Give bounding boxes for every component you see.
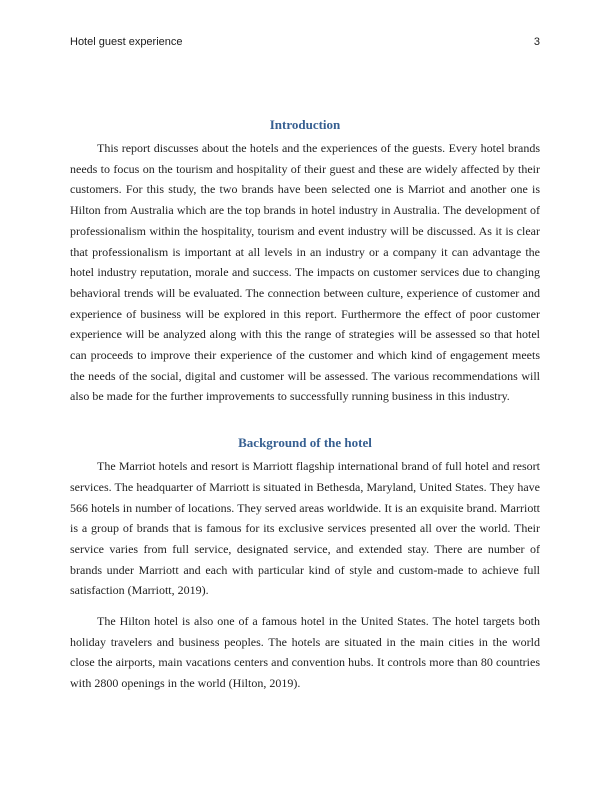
page-number: 3 xyxy=(533,36,540,48)
page-content xyxy=(0,114,612,694)
section-heading-background: Background of the hotel xyxy=(238,435,372,451)
section-heading-introduction: Introduction xyxy=(269,117,341,132)
paragraph-introduction: This report discusses about the hotels and the experiences of the guests. Every hotel brands needs to focus on the tourism and hospitality of their guest and these are widely affected by their customers. For this study, the two brands have been selected one is Marriot and another one is Hilton from Australia which are the top brands in hotel industry in Australia. The development of professionalism within the hospitality, tourism and event industry will be discussed. As it is clear that professionalism is important at all levels in an industry or a company it can advantage the hotel industry reputation, morale and success. The impacts on customer services due to changing behavioral trends will be evaluated. The connection between culture, experience of customer and experience of business will be explored in this report. Furthermore the effect of poor customer experience will be analyzed along with this the range of strategies will be assessed so that hotel can proceeds to improve their experience of the customer and which kind of engagement meets the needs of the social, digital and customer will be assessed. The various recommendations will also be made for the further improvements to successfully running business in this industry. xyxy=(70,141,540,404)
page-header xyxy=(0,0,612,48)
paragraph-background-hilton: The Hilton hotel is also one of a famous hotel in the United States. The hotel targets both holiday travelers and business peoples. The hotels are situated in the main cities in the world close the airports, main vacations centers and convention hubs. It controls more than 80 countries with 2800 openings in the world (Hilton, 2019). xyxy=(70,614,540,691)
paragraph-background-marriott: The Marriot hotels and resort is Marriott flagship international brand of full hotel and resort services. The headquarter of Marriott is situated in Bethesda, Maryland, United States. They have 566 hotels in number of locations. They served areas worldwide. It is an exquisite brand. Marriott is a group of brands that is famous for its exclusive services presented all over the world. Their service varies from full service, designated service, and extended stay. There are number of brands under Marriott and each with particular kind of style and custom-made to achieve full satisfaction (Marriott, 2019). xyxy=(70,459,540,598)
running-head: Hotel guest experience xyxy=(70,36,183,48)
